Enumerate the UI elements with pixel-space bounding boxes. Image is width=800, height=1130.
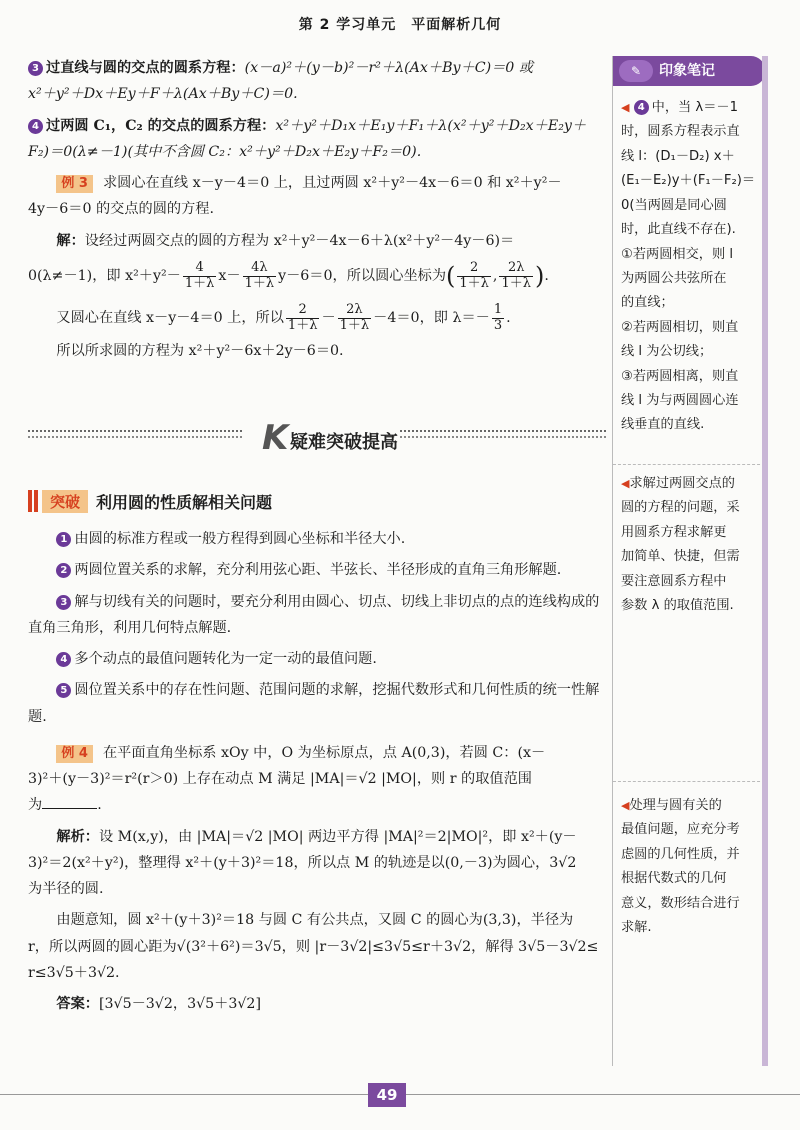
- running-header: 第 2 学习单元 平面解析几何: [298, 17, 502, 33]
- example-4-answer: 答案：[3√5－3√2，3√5＋3√2]: [56, 996, 261, 1013]
- example-3-solution: 解：设经过两圆交点的圆的方程为 x²＋y²－4x－6＋λ(x²＋y²－4y－6)＝ 0(λ≠－1)，即 x²＋y²－ $\frac{4}{1+\lambda}$ x－ $\frac{4\lambda}{1+\lambda}$ y－6＝0，所以圆心坐标为( $\frac{2}{1+\lambda}$ , $\frac{2\lambda}{1+\lambda}$ ).: [28, 232, 549, 291]
- list-item: 5 圆位置关系中的存在性问题、范围问题的求解，挖掘代数形式和几何性质的统一性解题.: [28, 682, 600, 725]
- points-list: [28, 526, 606, 1023]
- fraction: $\frac{1}{3}$: [493, 302, 503, 333]
- fraction: $\frac{2}{1+\lambda}$: [459, 260, 489, 291]
- number-5-icon: 5: [56, 683, 71, 698]
- notes-logo: ✎ 印象笔记: [613, 56, 765, 86]
- item-4: 4 过两圆 C₁，C₂ 的交点的圆系方程：x²＋y²＋D₁x＋E₁y＋F₁＋λ(x²＋y²＋D₂x＋E₂y＋ F₂)＝0(λ≠－1)(其中不含圆 C₂：x²＋y²＋D₂x＋E₂y＋F₂＝0).: [28, 117, 587, 160]
- list-item: 4 多个动点的最值问题转化为一定一动的最值问题.: [28, 646, 606, 672]
- item-3: 3 过直线与圆的交点的圆系方程：(x－a)²＋(y－b)²－r²＋λ(Ax＋By＋C)＝0 或 x²＋y²＋Dx＋Ey＋F＋λ(Ax＋By＋C)＝0.: [28, 60, 534, 103]
- margin-strip: [762, 56, 768, 1066]
- fraction: $\frac{2\lambda}{1+\lambda}$: [501, 260, 531, 291]
- note-2: ◀求解过两圆交点的 圆的方程的问题，采 用圆系方程求解更 加简单、快捷，但需 要注意圆系方程中 参数 λ 的取值范围.: [621, 476, 740, 614]
- triangle-icon: ◀: [621, 101, 630, 114]
- example-4-step: 由题意知，圆 x²＋(y＋3)²＝18 与圆 C 有公共点，又圆 C 的圆心为(3,3)，半径为 r，所以两圆的圆心距为√(3²＋6²)＝3√5，则 |r－3√2|≤3√5≤r＋3√2，解得 3√5－3√2≤ r≤3√5＋3√2.: [28, 912, 599, 981]
- fraction: $\frac{4}{1+\lambda}$: [184, 260, 215, 291]
- section-heading: [28, 489, 272, 513]
- section-banner: [28, 414, 606, 464]
- section-tag: 突破: [42, 490, 88, 513]
- number-2-icon: 2: [56, 563, 71, 578]
- answer-blank: [42, 794, 97, 809]
- banner-title: 疑难突破提高: [290, 432, 398, 453]
- number-4-icon: 4: [56, 652, 71, 667]
- list-item: 3 解与切线有关的问题时，要充分利用由圆心、切点、切线上非切点的点的连线构成的直角三角形，利用几何特点解题.: [28, 593, 600, 636]
- fraction: $\frac{2}{1+\lambda}$: [287, 302, 318, 333]
- banner-dots-left: [28, 430, 243, 440]
- example-4-tag: 例 4: [56, 745, 93, 763]
- page-number: 49: [368, 1083, 406, 1107]
- example-3-step: 又圆心在直线 x－y－4＝0 上，所以 $\frac{2}{1+\lambda}$ － $\frac{2\lambda}{1+\lambda}$ －4＝0，即 λ＝－ $\frac{1}{3}$ .: [56, 302, 511, 333]
- list-item: 2 两圆位置关系的求解，充分利用弦心距、半弦长、半径形成的直角三角形解题.: [28, 557, 606, 583]
- section-title: 利用圆的性质解相关问题: [96, 492, 273, 512]
- number-4-icon: 4: [28, 119, 43, 134]
- margin-notes: [612, 56, 763, 1066]
- example-3-result: 所以所求圆的方程为 x²＋y²－6x＋2y－6＝0.: [56, 342, 344, 359]
- fraction: $\frac{2\lambda}{1+\lambda}$: [339, 302, 370, 333]
- note-1: ◀ 4 中，当 λ＝－1 时，圆系方程表示直 线 l：(D₁－D₂) x＋ (E₁－E₂)y＋(F₁－F₂)＝ 0(当两圆是同心圆 时，此直线不存在). ①若两圆相交，则 l 为两圆公共弦所在 的直线； ②若两圆相切，则直 线 l 为公切线； ③若两圆相离，则直 线 l 为与两圆圆心连 线垂直的直线.: [621, 100, 756, 433]
- triangle-icon: ◀: [621, 799, 630, 812]
- number-3-icon: 3: [56, 595, 71, 610]
- fraction: $\frac{4\lambda}{1+\lambda}$: [244, 260, 275, 291]
- triangle-icon: ◀: [621, 477, 630, 490]
- example-3-question: 例 3 求圆心在直线 x－y－4＝0 上，且过两圆 x²＋y²－4x－6＝0 和 x²＋y²－ 4y－6＝0 的交点的圆的方程.: [28, 175, 562, 218]
- example-4-question: 例 4 在平面直角坐标系 xOy 中，O 为坐标原点，点 A(0,3)，若圆 C：(x－ 3)²＋(y－3)²＝r²(r＞0) 上存在动点 M 满足 |MA|＝√2 |MO|，则 r 的取值范围 为 .: [28, 744, 546, 814]
- note-3: ◀处理与圆有关的 最值问题，应充分考 虑圆的几何性质，并 根据代数式的几何 意义，数形结合进行 求解.: [621, 798, 740, 936]
- list-item: 1 由圆的标准方程或一般方程得到圆心坐标和半径大小.: [28, 526, 606, 552]
- banner-dots-right: [400, 430, 606, 440]
- number-3-icon: 3: [28, 61, 43, 76]
- example-4-solution: 解析：设 M(x,y)，由 |MA|＝√2 |MO| 两边平方得 |MA|²＝2|MO|²，即 x²＋(y－ 3)²＝2(x²＋y²)，整理得 x²＋(y＋3)²＝18，所以点 M 的轨迹是以(0,－3)为圆心，3√2 为半径的圆.: [28, 828, 577, 898]
- main-content: [28, 55, 606, 369]
- example-3-tag: 例 3: [56, 175, 93, 193]
- banner-k-icon: K: [262, 418, 289, 458]
- number-1-icon: 1: [56, 532, 71, 547]
- notebook-icon: ✎: [619, 60, 653, 82]
- number-4-icon: 4: [634, 100, 649, 115]
